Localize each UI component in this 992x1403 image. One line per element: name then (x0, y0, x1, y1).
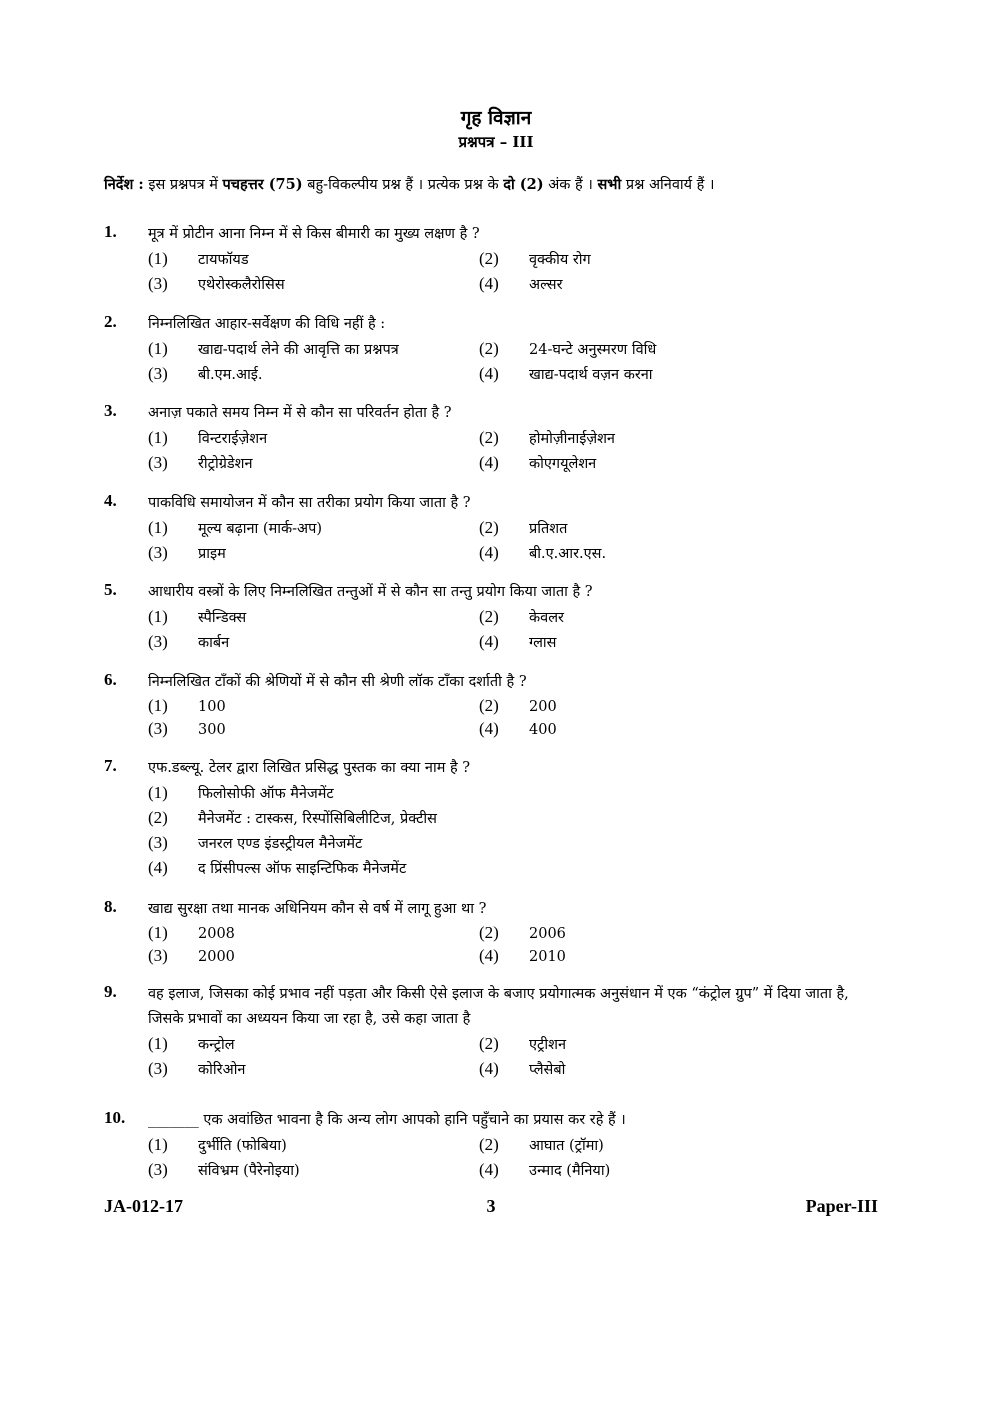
option-text: 2010 (529, 949, 566, 965)
option-text: विन्टराईज़ेशन (198, 431, 268, 447)
instruction-count: पचहत्तर (75) (222, 176, 303, 193)
option-2 (479, 694, 557, 718)
option-text: वृक्कीय रोग (529, 252, 591, 268)
option-2 (479, 516, 567, 540)
option-number: (1) (148, 339, 168, 358)
option-number: (3) (148, 833, 168, 852)
paper-title: गृह विज्ञान (460, 107, 532, 129)
option-text: प्रतिशत (529, 521, 568, 537)
paper-label: Paper-III (805, 1196, 878, 1216)
option-text: 2000 (198, 949, 235, 965)
option-number: (1) (148, 783, 168, 802)
option-2 (479, 1133, 604, 1157)
page-number: 3 (486, 1196, 496, 1216)
option-text: बी.ए.आर.एस. (529, 546, 607, 562)
option-text: 200 (529, 699, 557, 715)
option-4 (479, 1158, 610, 1182)
option-text: फिलोसोफी ऑफ मैनेजमेंट (198, 786, 334, 802)
option-number: (2) (479, 1135, 499, 1154)
instruction-marks: दो (2) (503, 176, 544, 193)
option-1 (148, 426, 267, 450)
question-text: आधारीय वस्त्रों के लिए निम्नलिखित तन्तुओं में से कौन सा तन्तु प्रयोग किया जाता है ? (148, 584, 593, 600)
option-text: 2008 (198, 926, 235, 942)
option-number: (3) (148, 543, 168, 562)
option-1 (148, 694, 226, 718)
option-text: केवलर (529, 610, 564, 626)
option-text: मैनेजमेंट : टास्कस, रिस्पोंसिबिलीटिज, प्रेक्टीस (198, 811, 437, 827)
option-number: (3) (148, 719, 168, 738)
option-4 (148, 856, 406, 880)
option-number: (1) (148, 607, 168, 626)
option-number: (1) (148, 518, 168, 537)
option-1 (148, 921, 235, 945)
question-text: निम्नलिखित आहार-सर्वेक्षण की विधि नहीं है : (148, 316, 386, 332)
option-number: (4) (479, 632, 499, 651)
option-text: 24-घन्टे अनुस्मरण विधि (529, 342, 657, 358)
option-text: होमोज़ीनाईज़ेशन (529, 431, 615, 447)
option-number: (4) (479, 1059, 499, 1078)
option-text: रीट्रोग्रेडेशन (198, 456, 253, 472)
paper-code: JA-012-17 (104, 1196, 183, 1216)
option-text: जनरल एण्ड इंडस्ट्रीयल मैनेजमेंट (198, 836, 363, 852)
option-number: (1) (148, 1135, 168, 1154)
option-number: (3) (148, 364, 168, 383)
question-text: पाकविधि समायोजन में कौन सा तरीका प्रयोग किया जाता है ? (148, 495, 471, 511)
option-4 (479, 362, 653, 386)
option-3 (148, 717, 226, 741)
option-3 (148, 831, 362, 855)
question-text: _______ एक अवांछित भावना है कि अन्य लोग आपको हानि पहुँचाने का प्रयास कर रहे हैं । (148, 1112, 626, 1128)
option-1 (148, 1133, 287, 1157)
option-number: (4) (479, 364, 499, 383)
instruction-all: सभी (597, 176, 622, 193)
question-number: 8. (104, 897, 117, 916)
option-number: (2) (479, 428, 499, 447)
option-text: उन्माद (मैनिया) (529, 1163, 611, 1179)
instructions (104, 174, 894, 196)
option-number: (3) (148, 453, 168, 472)
option-4 (479, 272, 563, 296)
option-number: (2) (479, 923, 499, 942)
option-text: 300 (198, 722, 226, 738)
option-1 (148, 247, 249, 271)
option-2 (479, 337, 656, 361)
option-number: (4) (479, 274, 499, 293)
option-1 (148, 337, 399, 361)
instruction-text-2: बहु-विकल्पीय प्रश्न हैं । प्रत्येक प्रश्न के (307, 177, 499, 193)
option-number: (4) (479, 719, 499, 738)
option-text: खाद्य-पदार्थ वज़न करना (529, 367, 653, 383)
option-text: प्राइम (198, 546, 226, 562)
option-4 (479, 630, 556, 654)
option-number: (3) (148, 946, 168, 965)
option-text: कार्बन (198, 635, 230, 651)
page-footer (104, 1196, 878, 1220)
instruction-label: निर्देश : (104, 176, 144, 193)
question-text: एफ.डब्ल्यू. टेलर द्वारा लिखित प्रसिद्ध पुस्तक का क्या नाम है ? (148, 760, 471, 776)
option-text: आघात (ट्रॉमा) (529, 1138, 604, 1154)
question-text: अनाज़ पकाते समय निम्न में से कौन सा परिवर्तन होता है ? (148, 405, 452, 421)
option-number: (2) (479, 1034, 499, 1053)
question-number: 3. (104, 401, 117, 420)
question-number: 7. (104, 756, 117, 775)
question-text: खाद्य सुरक्षा तथा मानक अधिनियम कौन से वर्ष में लागू हुआ था ? (148, 901, 487, 917)
option-text: कन्ट्रोल (198, 1037, 235, 1053)
option-text: बी.एम.आई. (198, 367, 263, 383)
question-text: मूत्र में प्रोटीन आना निम्न में से किस बीमारी का मुख्य लक्षण है ? (148, 226, 480, 242)
option-text: स्पैन्डिक्स (198, 610, 247, 626)
option-4 (479, 1057, 565, 1081)
option-number: (4) (479, 453, 499, 472)
question-text: वह इलाज, जिसका कोई प्रभाव नहीं पड़ता और किसी ऐसे इलाज के बजाए प्रयोगात्मक अनुसंधान में एक “कंट्रोल ग्रुप” में दिया जाता है, जिसके प्रभावों का अध्ययन किया जा रहा है, उसे कहा जाता है (148, 986, 849, 1027)
option-number: (4) (148, 858, 168, 877)
option-number: (1) (148, 428, 168, 447)
option-number: (1) (148, 696, 168, 715)
option-4 (479, 451, 596, 475)
option-text: 100 (198, 699, 226, 715)
question-number: 4. (104, 491, 117, 510)
option-text: कोरिओन (198, 1062, 246, 1078)
option-2 (479, 426, 615, 450)
instruction-text-3: अंक हैं । (548, 177, 593, 193)
option-number: (4) (479, 1160, 499, 1179)
option-2 (479, 1032, 566, 1056)
option-number: (2) (479, 249, 499, 268)
option-3 (148, 451, 253, 475)
option-number: (1) (148, 1034, 168, 1053)
option-1 (148, 605, 246, 629)
option-text: प्लैसेबो (529, 1062, 566, 1078)
option-3 (148, 944, 235, 968)
option-number: (2) (479, 518, 499, 537)
option-3 (148, 1158, 300, 1182)
option-1 (148, 781, 334, 805)
instruction-text-4: प्रश्न अनिवार्य हैं । (625, 177, 715, 193)
option-text: संविभ्रम (पैरेनोइया) (198, 1163, 300, 1179)
option-text: एट्रीशन (529, 1037, 566, 1053)
option-1 (148, 1032, 235, 1056)
question-text: निम्नलिखित टाँकों की श्रेणियों में से कौन सी श्रेणी लॉक टाँका दर्शाती है ? (148, 674, 527, 690)
option-number: (3) (148, 274, 168, 293)
option-number: (3) (148, 1059, 168, 1078)
option-text: खाद्य-पदार्थ लेने की आवृत्ति का प्रश्नपत्र (198, 342, 399, 358)
option-4 (479, 944, 566, 968)
option-number: (2) (148, 808, 168, 827)
question-number: 9. (104, 982, 117, 1001)
option-text: कोएगयूलेशन (529, 456, 597, 472)
question-number: 2. (104, 312, 117, 331)
option-3 (148, 272, 285, 296)
option-2 (148, 806, 437, 830)
option-3 (148, 1057, 245, 1081)
option-number: (4) (479, 946, 499, 965)
instruction-text-1: इस प्रश्नपत्र में (148, 177, 218, 193)
option-number: (3) (148, 632, 168, 651)
option-4 (479, 541, 606, 565)
option-text: ग्लास (529, 635, 557, 651)
option-2 (479, 605, 564, 629)
question-number: 5. (104, 580, 117, 599)
paper-subtitle: प्रश्नपत्र – III (458, 133, 534, 151)
option-1 (148, 516, 322, 540)
option-number: (4) (479, 543, 499, 562)
question-number: 10. (104, 1108, 126, 1127)
option-number: (2) (479, 696, 499, 715)
option-3 (148, 541, 226, 565)
option-3 (148, 630, 229, 654)
option-number: (1) (148, 923, 168, 942)
option-text: दुर्भीति (फोबिया) (198, 1138, 287, 1154)
question-number: 6. (104, 670, 117, 689)
question-number: 1. (104, 222, 117, 241)
option-2 (479, 921, 566, 945)
option-text: एथेरोस्कलैरोसिस (198, 277, 285, 293)
option-text: टायफॉयड (198, 252, 249, 268)
option-text: अल्सर (529, 277, 563, 293)
option-4 (479, 717, 557, 741)
option-number: (1) (148, 249, 168, 268)
option-2 (479, 247, 591, 271)
option-number: (2) (479, 339, 499, 358)
option-number: (3) (148, 1160, 168, 1179)
option-3 (148, 362, 263, 386)
option-text: द प्रिंसीपल्स ऑफ साइन्टिफिक मैनेजमेंट (198, 861, 407, 877)
option-text: मूल्य बढ़ाना (मार्क-अप) (198, 521, 323, 537)
option-number: (2) (479, 607, 499, 626)
option-text: 400 (529, 722, 557, 738)
option-text: 2006 (529, 926, 566, 942)
